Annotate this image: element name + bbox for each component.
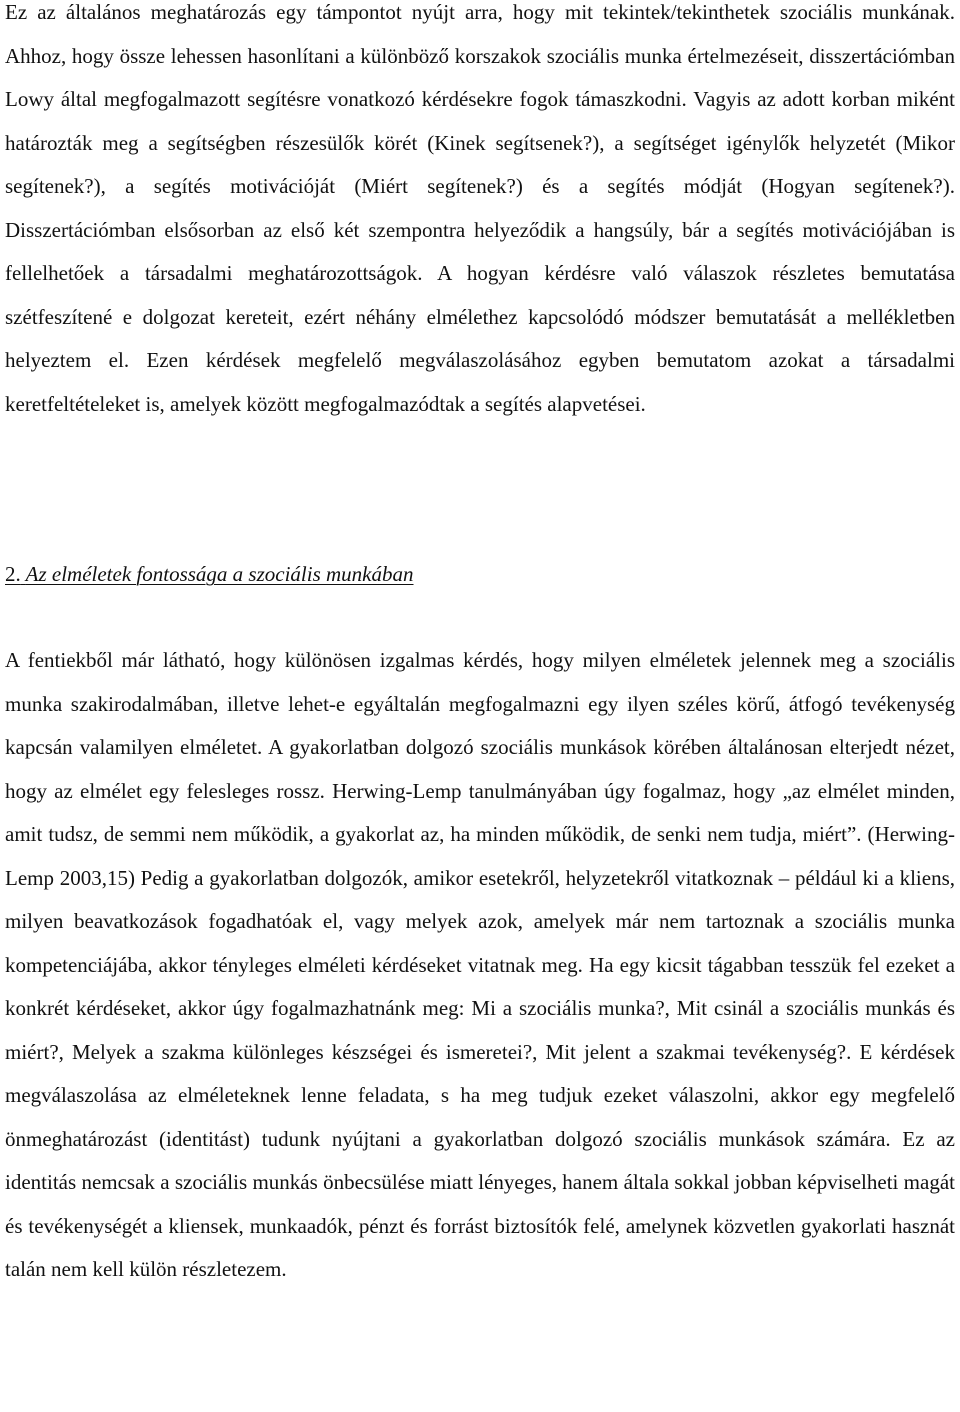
section-heading: [5, 553, 414, 597]
section-number: 2.: [5, 562, 21, 586]
section-paragraph: A fentiekből már látható, hogy különösen izgalmas kérdés, hogy milyen elméletek jelennek meg a szociális munka szakirodalmában, illetve lehet-e egyáltalán megfogalmazni egy ilyen széles körű, átfogó tevékenység kapcsán valamilyen elméletet. A gyakorlatban dolgozó szociális munkások körében általánosan elterjedt nézet, hogy az elmélet egy felesleges rossz. Herwing-Lemp tanulmányában úgy fogalmaz, hogy „az elmélet minden, amit tudsz, de semmi nem működik, a gyakorlat az, ha minden működik, de senki nem tudja, miért”. (Herwing-Lemp 2003,15) Pedig a gyakorlatban dolgozók, amikor esetekről, helyzetekről vitatkoznak – például ki a kliens, milyen beavatkozások fogadhatóak el, vagy melyek azok, amelyek már nem tartoznak a szociális munka kompetenciájába, akkor tényleges elméleti kérdéseket vitatnak meg. Ha egy kicsit tágabban tesszük fel ezeket a konkrét kérdéseket, akkor úgy fogalmazhatnánk meg: Mi a szociális munka?, Mit csinál a szociális munkás és miért?, Melyek a szakma különleges készségei és ismeretei?, Mit jelent a szakmai tevékenység?. E kérdések megválaszolása az elméleteknek lenne feladata, s ha meg tudjuk ezeket válaszolni, akkor egy megfelelő önmeghatározást (identitást) tudunk nyújtani a gyakorlatban dolgozó szociális munkások számára. Ez az identitás nemcsak a szociális munkás önbecsülése miatt lényeges, hanem általa sokkal jobban képviselheti magát és tevékenységét a kliensek, munkaadók, pénzt és forrást biztosítók felé, amelynek közvetlen gyakorlati hasznát talán nem kell külön részletezem.: [5, 648, 955, 1281]
intro-paragraph: Ez az általános meghatározás egy támpontot nyújt arra, hogy mit tekintek/tekinthetek szociális munkának. Ahhoz, hogy össze lehessen hasonlítani a különböző korszakok szociális munka értelmezéseit, disszertációmban Lowy által megfogalmazott segítésre vonatkozó kérdésekre fogok támaszkodni. Vagyis az adott korban miként határozták meg a segítségben részesülők körét (Kinek segítsenek?), a segítséget igénylők helyzetét (Mikor segítenek?), a segítés motivációját (Miért segítenek?) és a segítés módját (Hogyan segítenek?). Disszertációmban elsősorban az első két szempontra helyeződik a hangsúly, bár a segítés motivációjában is fellelhetőek a társadalmi meghatározottságok. A hogyan kérdésre való válaszok részletes bemutatása szétfeszítené e dolgozat kereteit, ezért néhány elmélethez kapcsolódó módszer bemutatását a mellékletben helyeztem el. Ezen kérdések megfelelő megválaszolásához egyben bemutatom azokat a társadalmi keretfeltételeket is, amelyek között megfogalmazódtak a segítés alapvetései.: [5, 0, 955, 416]
section-title: Az elméletek fontossága a szociális munkában: [25, 562, 414, 586]
